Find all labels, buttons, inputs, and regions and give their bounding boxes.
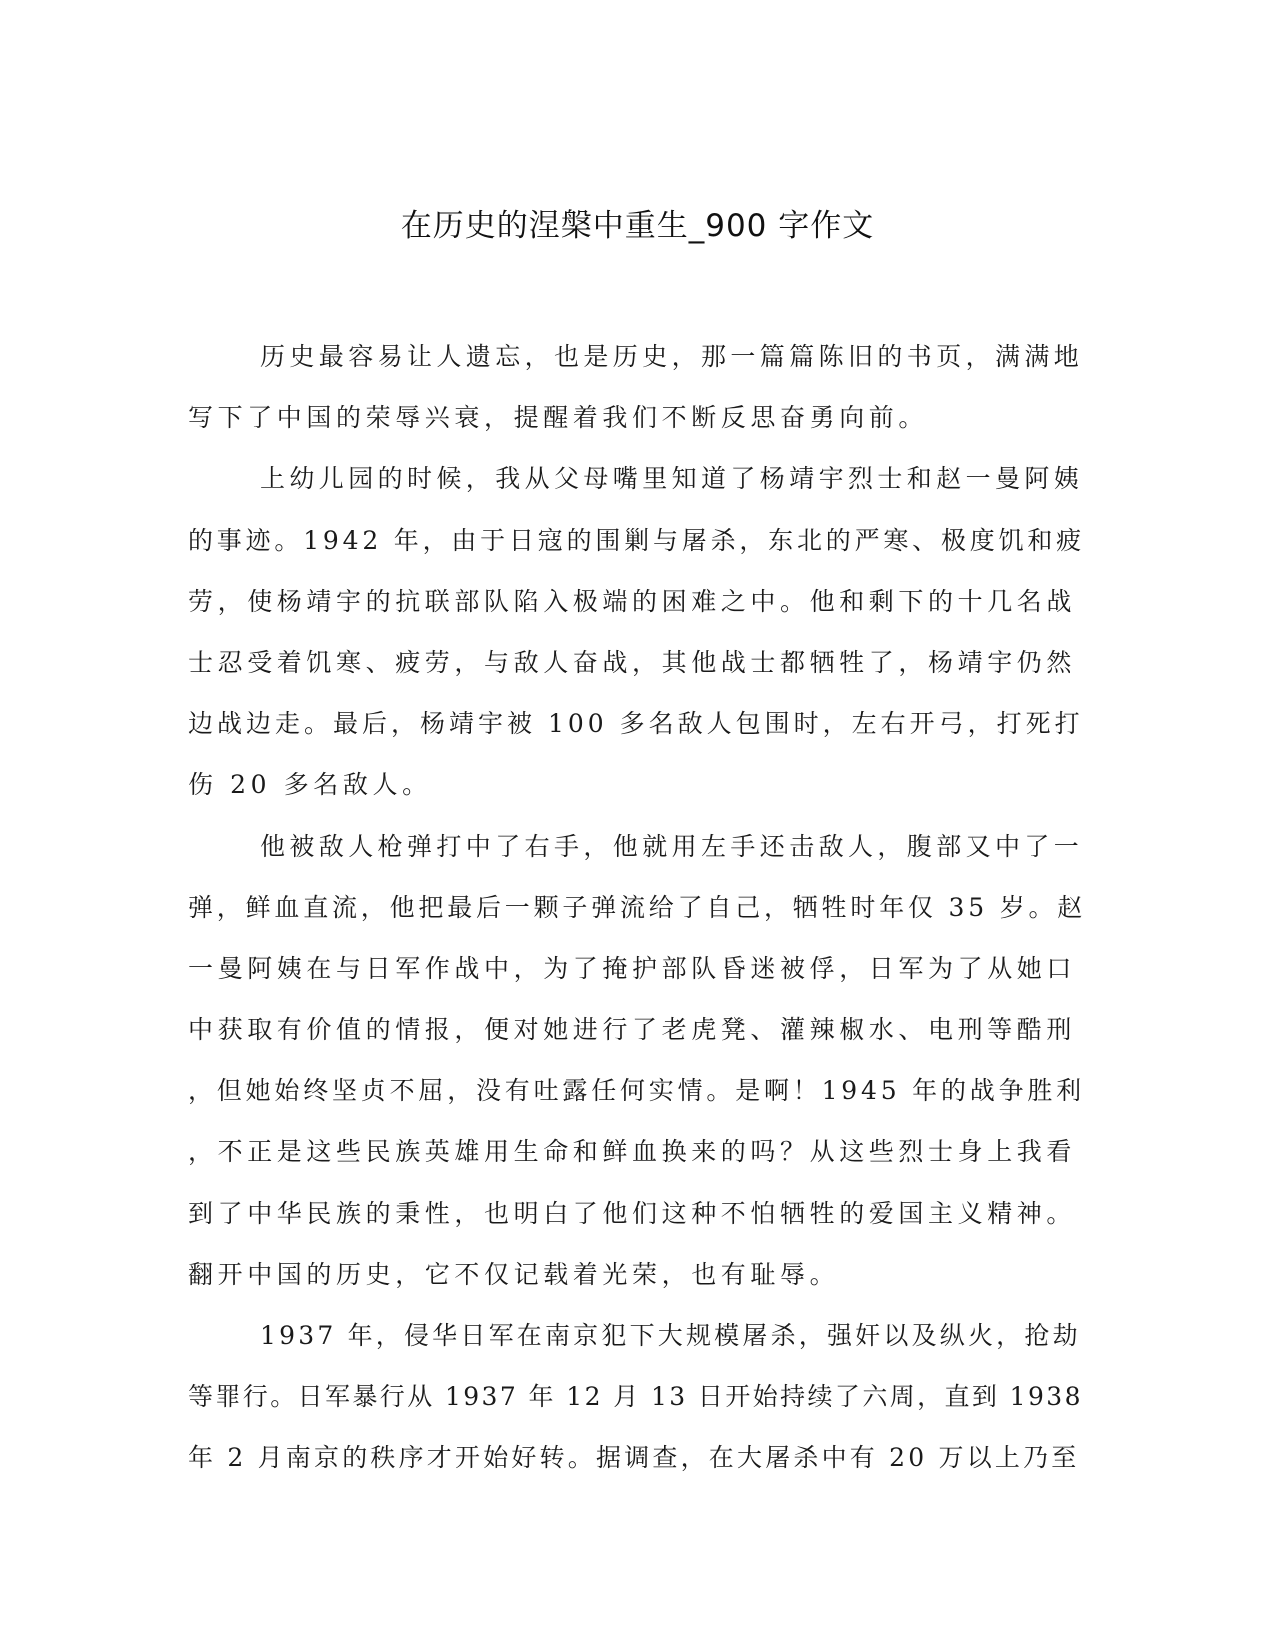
document-title: 在历史的涅槃中重生_900 字作文 (400, 208, 875, 244)
text-line: 写下了中国的荣辱兴衰，提醒着我们不断反思奋勇向前。 (188, 403, 929, 433)
text-line: ，但她始终坚贞不屈，没有吐露任何实情。是啊！1945 年的战争胜利 (188, 1076, 1085, 1106)
text-line: ，不正是这些民族英雄用生命和鲜血换来的吗？从这些烈士身上我看 (188, 1137, 1077, 1167)
text-line: 边战边走。最后，杨靖宇被 100 多名敌人包围时，左右开弓，打死打 (188, 709, 1084, 739)
text-line: 等罪行。日军暴行从 1937 年 12 月 13 日开始持续了六周，直到 1938 (188, 1382, 1083, 1412)
text-line: 劳，使杨靖宇的抗联部队陷入极端的困难之中。他和剩下的十几名战 (188, 586, 1077, 616)
text-line: 历史最容易让人遗忘，也是历史，那一篇篇陈旧的书页，满满地 (260, 342, 1084, 371)
text-line: 士忍受着饥寒、疲劳，与敌人奋战，其他战士都牺牲了，杨靖宇仍然 (188, 647, 1077, 677)
text-line: 到了中华民族的秉性，也明白了他们这种不怕牺牲的爱国主义精神。 (188, 1198, 1077, 1228)
document-body (188, 326, 1086, 1489)
text-line: 1937 年，侵华日军在南京犯下大规模屠杀，强奸以及纵火，抢劫 (260, 1321, 1081, 1350)
text-line: 的事迹。1942 年，由于日寇的围剿与屠杀，东北的严寒、极度饥和疲 (188, 525, 1085, 555)
text-line: 一曼阿姨在与日军作战中，为了掩护部队昏迷被俘，日军为了从她口 (188, 953, 1077, 983)
text-line: 弹，鲜血直流，他把最后一颗子弹流给了自己，牺牲时年仅 35 岁。赵 (188, 892, 1087, 922)
text-line: 翻开中国的历史，它不仅记载着光荣，也有耻辱。 (188, 1259, 840, 1289)
text-line: 上幼儿园的时候，我从父母嘴里知道了杨靖宇烈士和赵一曼阿姨 (260, 464, 1084, 494)
text-line: 年 2 月南京的秩序才开始好转。据调查，在大屠杀中有 20 万以上乃至 (188, 1443, 1080, 1473)
text-line: 他被敌人枪弹打中了右手，他就用左手还击敌人，腹部又中了一 (260, 831, 1084, 861)
text-line: 中获取有价值的情报，便对她进行了老虎凳、灌辣椒水、电刑等酷刑 (188, 1015, 1077, 1045)
text-line: 伤 20 多名敌人。 (188, 770, 432, 800)
